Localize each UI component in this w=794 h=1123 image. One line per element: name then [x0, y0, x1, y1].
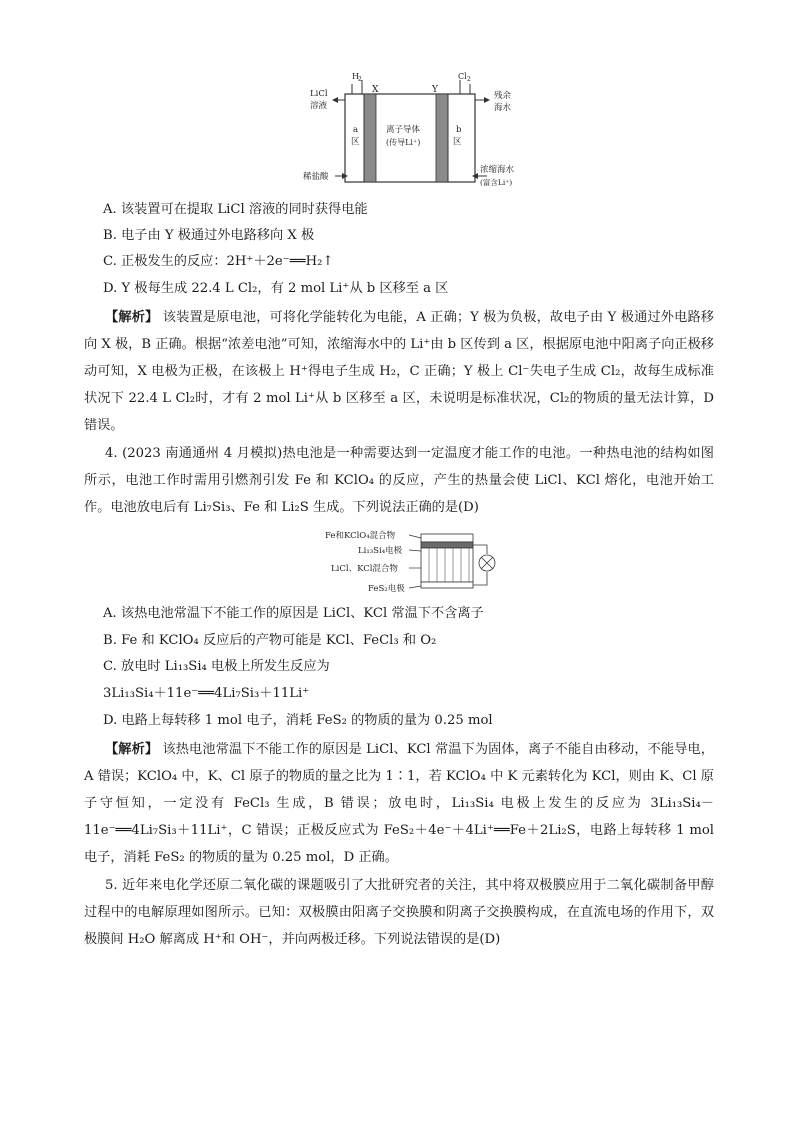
- fig-label-fes2: FeS₂电极: [368, 584, 405, 594]
- b-zone-label: b: [456, 125, 462, 135]
- b-zone-label-2: 区: [453, 137, 462, 147]
- q4-option-a: A. 该热电池常温下不能工作的原因是 LiCl、KCl 常温下不含离子: [103, 606, 484, 621]
- fig-label-li13si4: Li₁₃Si₄电极: [358, 546, 403, 556]
- q4-option-c: C. 放电时 Li₁₃Si₄ 电极上所发生反应为: [103, 659, 330, 674]
- q4-option-d: D. 电路上每转移 1 mol 电子，消耗 FeS₂ 的物质的量为 0.25 mol: [103, 713, 493, 728]
- ion-conductor-label-2: (传导Li⁺): [386, 138, 421, 147]
- ion-conductor-label: 离子导体: [386, 125, 421, 135]
- q3-option-b: B. 电子由 Y 极通过外电路移向 X 极: [103, 228, 315, 243]
- x-electrode-label: X: [372, 85, 379, 95]
- concentration-cell-diagram: [300, 70, 530, 195]
- thermal-battery-diagram: [325, 526, 505, 598]
- q4-option-c-equation: 3Li₁₃Si₄＋11e⁻══4Li₇Si₃＋11Li⁺: [103, 686, 310, 701]
- q3-option-a: A. 该装置可在提取 LiCl 溶液的同时获得电能: [103, 202, 368, 217]
- h2-sub: 2: [358, 76, 362, 83]
- fig-label-fe-kclo4: Fe和KClO₄混合物: [325, 531, 396, 541]
- dilute-hcl-label: 稀盐酸: [303, 172, 329, 182]
- a-zone-label: a: [353, 125, 359, 135]
- analysis-text: 该热电池常温下不能工作的原因是 LiCl、KCl 常温下为固体，离子不能自由移动，不能导电，A 错误；KClO₄ 中，K、Cl 原子的物质的量之比为 1∶1，若 KClO₄ 中 K 元素转化为 KCl，则由 K、Cl 原子守恒知，一定没有 FeCl₃ 生成，B 错误；放电时，Li₁₃Si₄ 电极上发生的反应为 3Li₁₃Si₄－11e⁻══4Li₇Si₃＋11Li⁺，C 错误；正极反应式为 FeS₂＋4e⁻＋4Li⁺══Fe＋2Li₂S，电路上每转移 1 mol 电子，消耗 FeS₂ 的物质的量为 0.25 mol，D 正确。: [84, 742, 714, 865]
- licl-label: LiCl: [310, 89, 328, 99]
- cl2-sub: 2: [467, 76, 471, 83]
- analysis-tag: 【解析】: [105, 742, 159, 757]
- analysis-text: 该装置是原电池，可将化学能转化为电能，A 正确；Y 极为负极，故电子由 Y 极通过外电路移向 X 极，B 正确。根据“浓差电池”可知，浓缩海水中的 Li⁺由 b 区传到 a 区，根据原电池中阳离子向正极移动可知，X 电极为正极，在该极上 H⁺得电子生成 H₂，C 正确；Y 极上 Cl⁻失电子生成 Cl₂，故每生成标准状况下 22.4 L Cl₂时，才有 2 mol Li⁺从 b 区移至 a 区，未说明是标准状况，Cl₂的物质的量无法计算，D 错误。: [84, 310, 714, 433]
- analysis-tag: 【解析】: [105, 310, 159, 325]
- y-electrode-label: Y: [432, 85, 438, 95]
- h2-label: H: [352, 72, 359, 81]
- q3-analysis: [84, 304, 714, 439]
- residual-seawater-label: 残余: [494, 91, 512, 101]
- q4-analysis: [84, 736, 714, 871]
- q4-stem: 4. (2023 南通通州 4 月模拟)热电池是一种需要达到一定温度才能工作的电池。一种热电池的结构如图所示，电池工作时需用引燃剂引发 Fe 和 KClO₄ 的反应，产生的热量会使 LiCl、KCl 熔化，电池开始工作。电池放电后有 Li₇Si₃、Fe 和 Li₂S 生成。下列说法正确的是(D): [84, 446, 714, 515]
- concentrated-seawater-label-2: (富含Li⁺): [480, 178, 513, 187]
- a-zone-label-2: 区: [351, 137, 360, 147]
- q3-option-c: C. 正极发生的反应：2H⁺＋2e⁻══H₂↑: [103, 254, 334, 269]
- licl-label-2: 溶液: [310, 101, 328, 111]
- fig-label-licl-kcl: LiCl、KCl混合物: [331, 564, 398, 574]
- q5-stem: 5. 近年来电化学还原二氧化碳的课题吸引了大批研究者的关注，其中将双极膜应用于二氧化碳制备甲醇过程中的电解原理如图所示。已知：双极膜由阳离子交换膜和阴离子交换膜构成，在直流电场的作用下，双极膜间 H₂O 解离成 H⁺和 OH⁻，并向两极迁移。下列说法错误的是(D): [84, 878, 714, 947]
- residual-seawater-label-2: 海水: [494, 103, 512, 113]
- cl2-label: Cl: [458, 72, 467, 81]
- concentrated-seawater-label: 浓缩海水: [480, 165, 515, 175]
- q3-option-d: D. Y 极每生成 22.4 L Cl₂，有 2 mol Li⁺从 b 区移至 a 区: [103, 281, 449, 296]
- q4-option-b: B. Fe 和 KClO₄ 反应后的产物可能是 KCl、FeCl₃ 和 O₂: [103, 633, 437, 648]
